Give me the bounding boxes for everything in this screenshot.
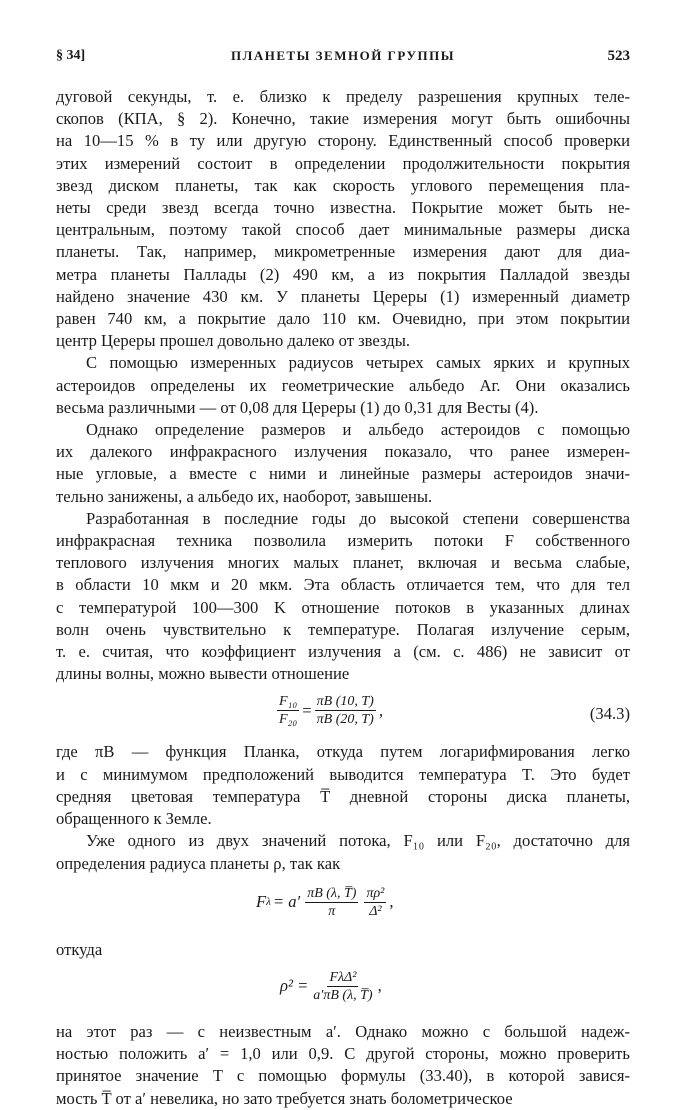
text-line: ные угловые, а вместе с ними и линейные размеры астероидов значи- <box>56 464 630 484</box>
text-line: с температурой 100—300 K отношение потоков в указанных длинах <box>56 597 630 617</box>
text-line: длины волны, можно вывести отношение <box>56 664 350 684</box>
planck-fraction: $\frac{\pi B (10, T)}{\pi B (20, T)}$ <box>316 694 374 728</box>
text-line: центральным, поэтому такой способ дает минимальные размеры диска <box>56 220 630 240</box>
paragraph-group-1 <box>56 86 630 685</box>
body-text <box>56 86 630 1110</box>
text-line: где πB — функция Планка, откуда путем логарифмирования легко <box>56 742 630 762</box>
text-line: ностью положить a′ = 1,0 или 0,9. С другой стороны, можно проверить <box>56 1044 630 1064</box>
paragraph <box>56 741 630 830</box>
equation-radius: ρ² = $\frac{\text{FλΔ²}}{a'\pi B (\lambda, T̅)}$ , <box>280 969 382 1003</box>
radius-fraction: $\frac{\text{FλΔ²}}{a'\pi B (\lambda, T̅)}$ <box>313 969 373 1003</box>
section-marker: § 34] <box>56 48 86 63</box>
paragraph <box>56 352 630 419</box>
text-line: мость T̅ от a′ невелика, но зато требуется знать болометрическое <box>56 1088 513 1108</box>
text-line: метра планеты Паллады (2) 490 км, а из покрытия Палладой звезды <box>56 264 630 284</box>
text-line: инфракрасная техника позволила измерить потоки F собственного <box>56 531 630 551</box>
text-line: найдено значение 430 км. У планеты Цереры (1) измеренный диаметр <box>56 286 630 306</box>
page-number: 523 <box>607 48 630 64</box>
text-line: тельно занижены, а альбедо их, наоборот, завышены. <box>56 486 433 506</box>
text-line: звезд диском планеты, так как скорость углового перемещения пла- <box>56 175 630 195</box>
text-line: скопов (КПА, § 2). Конечно, такие измерения могут быть ошибочны <box>56 109 630 129</box>
text-line: в области 10 мкм и 20 мкм. Эта область отличается тем, что для тел <box>56 575 630 595</box>
text-line: и с минимумом предположений выводится температура T. Это будет <box>56 764 630 784</box>
equation-flux: F λ = a′ $\frac{\pi B (\lambda, T̅)}{\pi}$ $\frac{\text{πρ²}}{\text{Δ²}}$ , <box>256 885 394 919</box>
paragraph <box>56 86 630 352</box>
text-line: Однако определение размеров и альбедо астероидов с помощью <box>86 420 630 440</box>
text-line: их далекого инфракрасного излучения показало, что ранее измерен- <box>56 442 630 462</box>
text-line: центр Цереры прошел довольно далеко от звезды. <box>56 331 410 351</box>
text-line: равен 740 км, а покрытие дало 110 км. Очевидно, при этом покрытии <box>56 309 630 329</box>
text-line: на этот раз — с неизвестным a′. Однако можно с большой надеж- <box>56 1021 630 1041</box>
text-line: на 10—15 % в ту или другую сторону. Единственный способ проверки <box>56 131 630 151</box>
paragraph-group-2 <box>56 741 630 874</box>
ratio-fraction: $\frac{\text{F₁₀}}{\text{F₂₀}}$ <box>279 694 298 728</box>
text-line: планеты. Так, например, микрометренные измерения дают для диа- <box>56 242 630 262</box>
paragraph <box>56 830 630 874</box>
area-over-distance: $\frac{\text{πρ²}}{\text{Δ²}}$ <box>366 885 385 919</box>
text-line: дуговой секунды, т. е. близко к пределу разрешения крупных теле- <box>56 87 630 106</box>
text-line: неты среди звезд всегда точно известна. Покрытие может быть не- <box>56 198 630 218</box>
planck-over-pi: $\frac{\pi B (\lambda, T̅)}{\pi}$ <box>307 885 357 919</box>
running-header <box>56 48 630 70</box>
paragraph-group-3 <box>56 1021 630 1110</box>
text-line: принятое значение T с помощью формулы (33.40), в которой завися- <box>56 1066 630 1086</box>
text-line: обращенного к Земле. <box>56 809 212 829</box>
running-title: ПЛАНЕТЫ ЗЕМНОЙ ГРУППЫ <box>231 48 455 63</box>
text-line: С помощью измеренных радиусов четырех самых ярких и крупных <box>86 353 630 373</box>
text-line: средняя цветовая температура T̅ дневной стороны диска планеты, <box>56 786 630 806</box>
paragraph <box>56 508 630 686</box>
text-line: теплового излучения многих малых планет, включая и весьма слабые, <box>56 553 630 573</box>
text-line: определения радиуса планеты ρ, так как <box>56 853 341 873</box>
text-line: Уже одного из двух значений потока, F₁₀ или F₂₀, достаточно для <box>86 831 630 851</box>
text-otkuda: откуда <box>56 939 103 959</box>
paragraph <box>56 1021 630 1110</box>
paragraph <box>56 419 630 508</box>
text-line: весьма различными — от 0,08 для Цереры (1) до 0,31 для Весты (4). <box>56 397 539 417</box>
text-line: астероидов определены их геометрические альбедо Aг. Они оказались <box>56 375 630 395</box>
text-line: т. е. считая, что коэффициент излучения a (см. с. 486) не зависит от <box>56 642 630 662</box>
text-line: волн очень чувствительно к температуре. Полагая излучение серым, <box>56 619 630 639</box>
text-line: этих измерений состоит в определении продолжительности покрытия <box>56 153 630 173</box>
text-line: Разработанная в последние годы до высокой степени совершенства <box>86 508 630 528</box>
equation-number: (34.3) <box>589 704 630 724</box>
equation-34-3: $\frac{\text{F₁₀}}{\text{F₂₀}}$ = $\frac{\pi B (10, T)}{\pi B (20, T)}$ , (34.3) <box>279 694 630 728</box>
